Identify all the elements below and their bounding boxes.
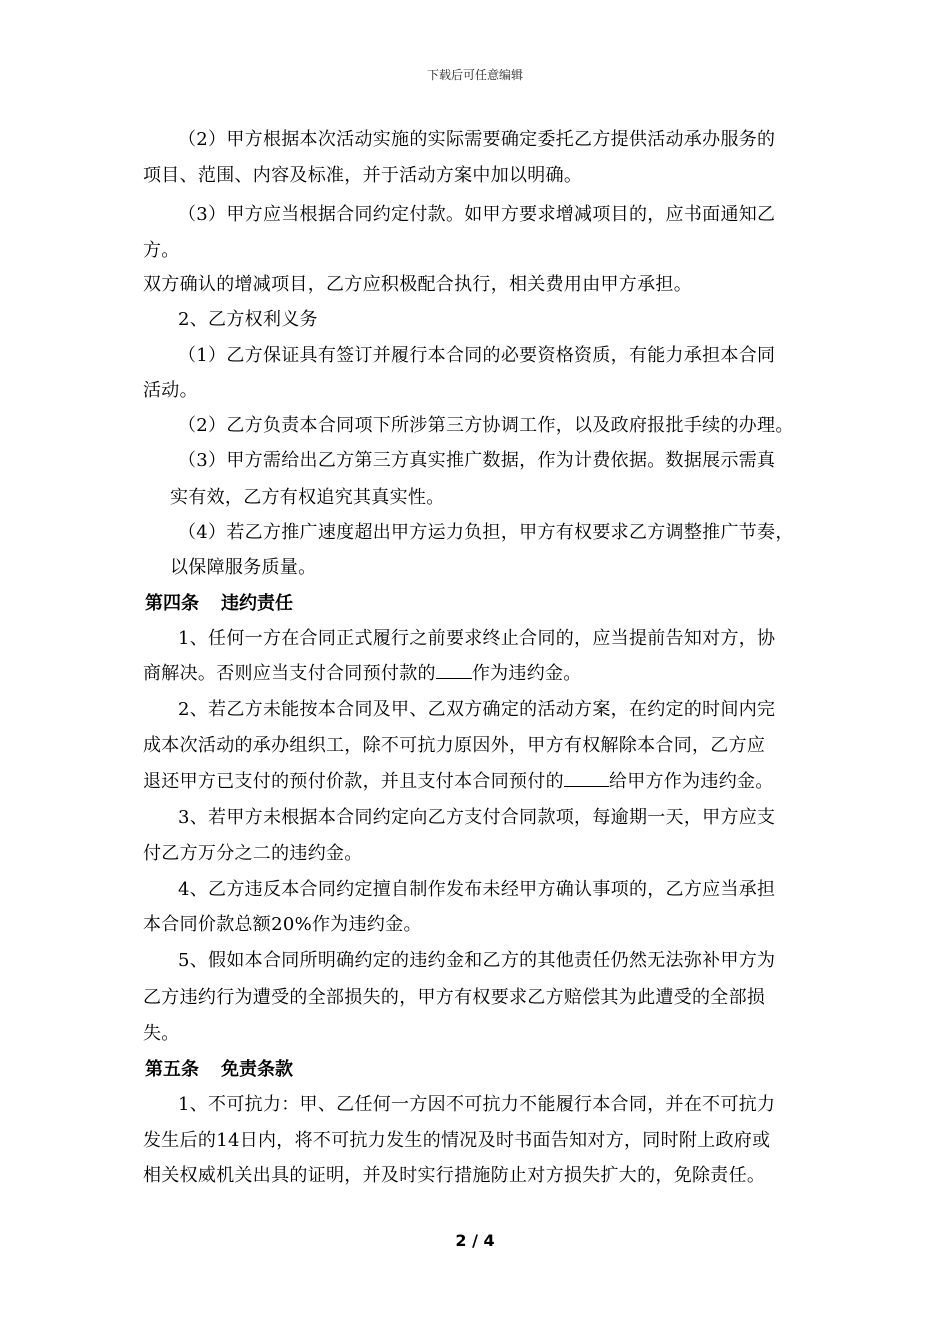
body-line: （4）若乙方推广速度超出甲方运力负担，甲方有权要求乙方调整推广节奏， bbox=[178, 522, 794, 543]
section-title: 免责条款 bbox=[221, 1059, 293, 1080]
body-line: 2、若乙方未能按本合同及甲、乙双方确定的活动方案，在约定的时间内完 bbox=[178, 699, 776, 720]
page-header: 下载后可任意编辑 bbox=[426, 68, 523, 82]
section-title: 违约责任 bbox=[221, 593, 293, 614]
text-segment: 作为违约金。 bbox=[471, 663, 582, 684]
body-line: （3）甲方应当根据合同约定付款。如甲方要求增减项目的，应书面通知乙 bbox=[178, 204, 776, 225]
text-segment: 退还甲方已支付的预付价款，并且支付本合同预付的 bbox=[143, 771, 564, 792]
body-line: 乙方违约行为遭受的全部损失的，甲方有权要求乙方赔偿其为此遭受的全部损 bbox=[143, 987, 766, 1008]
body-line: 付乙方万分之二的违约金。 bbox=[143, 843, 363, 864]
body-line bbox=[143, 767, 774, 793]
body-line: 2、乙方权利义务 bbox=[178, 309, 318, 330]
body-line: 以保障服务质量。 bbox=[170, 557, 317, 578]
page-number: 2 / 4 bbox=[455, 1231, 495, 1250]
fill-blank bbox=[564, 768, 609, 787]
body-line: 项目、范围、内容及标准，并于活动方案中加以明确。 bbox=[143, 165, 583, 186]
body-line bbox=[143, 659, 582, 685]
text-segment: 给甲方作为违约金。 bbox=[608, 771, 774, 792]
fill-blank bbox=[436, 660, 472, 679]
body-line: （3）甲方需给出乙方第三方真实推广数据，作为计费依据。数据展示需真 bbox=[178, 450, 776, 471]
body-line: （1）乙方保证具有签订并履行本合同的必要资格资质，有能力承担本合同 bbox=[178, 345, 776, 366]
body-line: 发生后的14日内，将不可抗力发生的情况及时书面告知对方，同时附上政府或 bbox=[143, 1130, 771, 1151]
body-line: 1、不可抗力：甲、乙任何一方因不可抗力不能履行本合同，并在不可抗力 bbox=[178, 1094, 776, 1115]
section-heading bbox=[145, 589, 293, 615]
body-line: 相关权威机关出具的证明，并及时实行措施防止对方损失扩大的，免除责任。 bbox=[143, 1165, 766, 1186]
body-line: （2）乙方负责本合同项下所涉第三方协调工作，以及政府报批手续的办理。 bbox=[178, 415, 794, 436]
body-line: 5、假如本合同所明确约定的违约金和乙方的其他责任仍然无法弥补甲方为 bbox=[178, 950, 776, 971]
body-line: 实有效，乙方有权追究其真实性。 bbox=[170, 487, 445, 508]
body-line: 1、任何一方在合同正式履行之前要求终止合同的，应当提前告知对方，协 bbox=[178, 628, 776, 649]
body-line: 方。 bbox=[143, 240, 180, 261]
body-line: 双方确认的增减项目，乙方应积极配合执行，相关费用由甲方承担。 bbox=[143, 274, 692, 295]
body-line: 活动。 bbox=[143, 380, 198, 401]
body-line: 4、乙方违反本合同约定擅自制作发布未经甲方确认事项的，乙方应当承担 bbox=[178, 879, 776, 900]
section-heading bbox=[145, 1055, 293, 1081]
section-number: 第四条 bbox=[145, 593, 199, 614]
body-line: 本合同价款总额20%作为违约金。 bbox=[143, 914, 422, 935]
body-line: 3、若甲方未根据本合同约定向乙方支付合同款项，每逾期一天，甲方应支 bbox=[178, 807, 776, 828]
body-line: 失。 bbox=[143, 1023, 180, 1044]
text-segment: 商解决。否则应当支付合同预付款的 bbox=[143, 663, 436, 684]
body-line: （2）甲方根据本次活动实施的实际需要确定委托乙方提供活动承办服务的 bbox=[178, 129, 776, 150]
section-number: 第五条 bbox=[145, 1059, 199, 1080]
body-line: 成本次活动的承办组织工，除不可抗力原因外，甲方有权解除本合同，乙方应 bbox=[143, 735, 766, 756]
